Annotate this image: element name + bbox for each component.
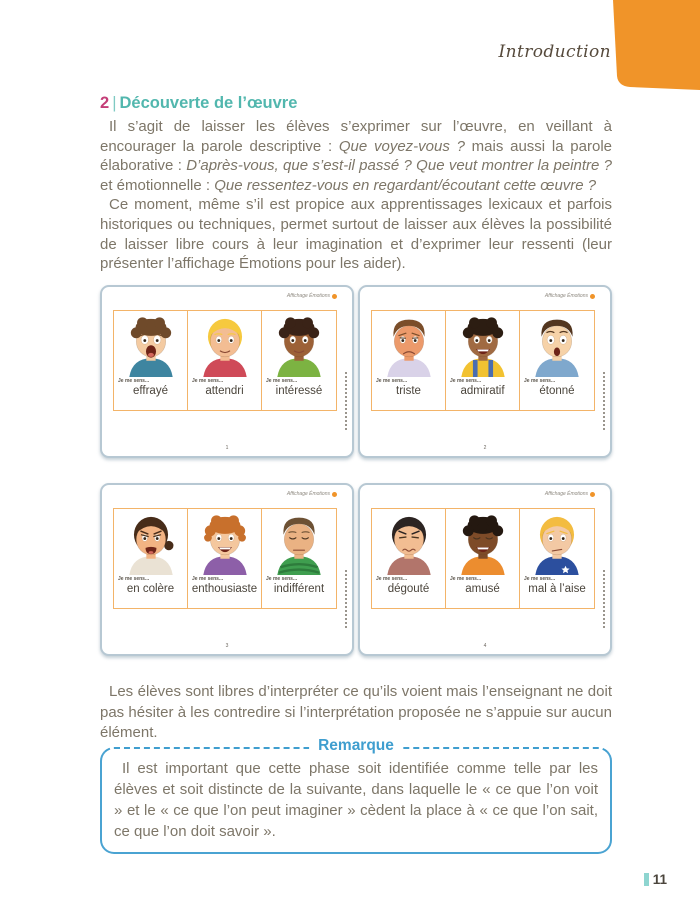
orange-corner-tab: [600, 0, 700, 95]
card-header-label: Affichage Émotions: [544, 293, 588, 299]
orange-dot-icon: [590, 492, 595, 497]
emotion-cell: [114, 311, 188, 410]
emotion-cell: [114, 509, 188, 608]
emotion-face-illustration: [522, 313, 592, 377]
emotion-face-illustration: [264, 511, 334, 575]
card-page-number: 4: [483, 643, 487, 649]
card-header: [545, 293, 595, 299]
emotion-card: [358, 285, 612, 458]
vertical-microtext: [345, 570, 347, 628]
card-header-label: Affichage Émotions: [286, 293, 330, 299]
emotion-cell: [372, 509, 446, 608]
emotion-label: mal à l’aise: [528, 583, 586, 595]
emotion-table: [113, 508, 337, 609]
main-text-block: [100, 94, 612, 274]
page-number: 11: [652, 872, 667, 887]
card-header: [545, 491, 595, 497]
emotion-table: [371, 310, 595, 411]
orange-dot-icon: [332, 492, 337, 497]
emotion-card: [358, 483, 612, 656]
section-heading: [100, 94, 612, 113]
vertical-microtext: [345, 372, 347, 430]
emotion-face-illustration: [116, 313, 185, 377]
card-page-number: 3: [225, 643, 229, 649]
sens-label: Je me sens...: [524, 576, 556, 582]
emotion-label: dégouté: [387, 583, 430, 595]
section-title: Découverte de l’œuvre: [119, 94, 298, 112]
emotion-cell: [262, 509, 336, 608]
emotion-cell: [262, 311, 336, 410]
emotion-label: amusé: [465, 583, 500, 595]
running-head-introduction: Introduction: [498, 42, 611, 62]
emotion-face-illustration: [522, 511, 592, 575]
emotion-label: admiratif: [460, 385, 505, 397]
emotion-label: attendri: [205, 385, 244, 397]
page-footer: [644, 872, 667, 887]
emotion-cell: [446, 311, 520, 410]
sens-label: Je me sens...: [118, 576, 150, 582]
emotion-face-illustration: [190, 511, 259, 575]
emotion-label: triste: [396, 385, 421, 397]
card-header: [287, 491, 337, 497]
sens-label: Je me sens...: [118, 378, 150, 384]
emotion-cell: [446, 509, 520, 608]
orange-dot-icon: [332, 294, 337, 299]
emotion-label: étonné: [539, 385, 575, 397]
sens-label: Je me sens...: [450, 576, 482, 582]
card-header: [287, 293, 337, 299]
emotion-label: effrayé: [133, 385, 168, 397]
cards-grid: [100, 285, 612, 656]
emotion-label: indifférent: [273, 583, 325, 595]
vertical-microtext: [603, 372, 605, 430]
card-header-label: Affichage Émotions: [286, 491, 330, 497]
emotion-table: [371, 508, 595, 609]
emotion-label: en colère: [126, 583, 175, 595]
emotion-cell: [520, 509, 594, 608]
paragraph-2: Ce moment, même s’il est propice aux apprentissages lexicaux et parfois historiques ou techniques, permet surtout de laisser aux élèves la possibilité de laisser libre cours à leur imagination et d’exprimer leur ressenti (leur présenter l’affichage Émotions pour les aider).: [100, 196, 612, 273]
emotion-label: enthousiaste: [191, 583, 258, 595]
emotion-face-illustration: [190, 313, 259, 377]
orange-dot-icon: [590, 294, 595, 299]
card-page-number: 2: [483, 445, 487, 451]
sens-label: Je me sens...: [450, 378, 482, 384]
emotion-face-illustration: [374, 313, 443, 377]
emotion-cell: [188, 311, 262, 410]
emotion-card: [100, 483, 354, 656]
sens-label: Je me sens...: [192, 576, 224, 582]
remark-text: Il est important que cette phase soit identifiée comme telle par les élèves et soit distincte de la suivante, dans laquelle le « ce que l’on voit » et le « ce que l’on peut imaginer » cèdent la place à « ce que l’on sait, ce que l’on doit savoir ».: [114, 760, 598, 840]
remark-callout: [100, 737, 612, 854]
emotion-label: intéressé: [275, 385, 323, 397]
emotion-face-illustration: [264, 313, 334, 377]
sens-label: Je me sens...: [524, 378, 556, 384]
sens-label: Je me sens...: [376, 378, 408, 384]
emotion-face-illustration: [116, 511, 185, 575]
sens-label: Je me sens...: [266, 576, 298, 582]
emotion-cell: [188, 509, 262, 608]
remark-title: Remarque: [309, 737, 403, 755]
emotion-face-illustration: [448, 511, 517, 575]
emotion-face-illustration: [374, 511, 443, 575]
emotion-cell: [372, 311, 446, 410]
sens-label: Je me sens...: [192, 378, 224, 384]
emotion-face-illustration: [448, 313, 517, 377]
section-number: 2: [100, 94, 110, 112]
card-header-label: Affichage Émotions: [544, 491, 588, 497]
remark-box: [100, 737, 612, 854]
emotion-cell: [520, 311, 594, 410]
heading-separator: |: [112, 94, 117, 112]
folio-teal-bar: [644, 873, 649, 886]
sens-label: Je me sens...: [376, 576, 408, 582]
card-page-number: 1: [225, 445, 229, 451]
paragraph-1: Il s’agit de laisser les élèves s’exprimer sur l’œuvre, en veillant à encourager la parole descriptive : Que voyez-vous ? mais aussi la parole élaborative : D’après-vous, que s’est-il passé ? Que veut montrer la peintre ? et émotionnelle : Que ressentez-vous en regardant/écoutant cette œuvre ?: [100, 118, 613, 194]
emotion-table: [113, 310, 337, 411]
emotion-card: [100, 285, 354, 458]
sens-label: Je me sens...: [266, 378, 298, 384]
paragraph-3: Les élèves sont libres d’interpréter ce qu’ils voient mais l’enseignant ne doit pas hésiter à les contredire si l’interprétation proposée ne s’appuie sur aucun élément.: [100, 683, 612, 741]
vertical-microtext: [603, 570, 605, 628]
